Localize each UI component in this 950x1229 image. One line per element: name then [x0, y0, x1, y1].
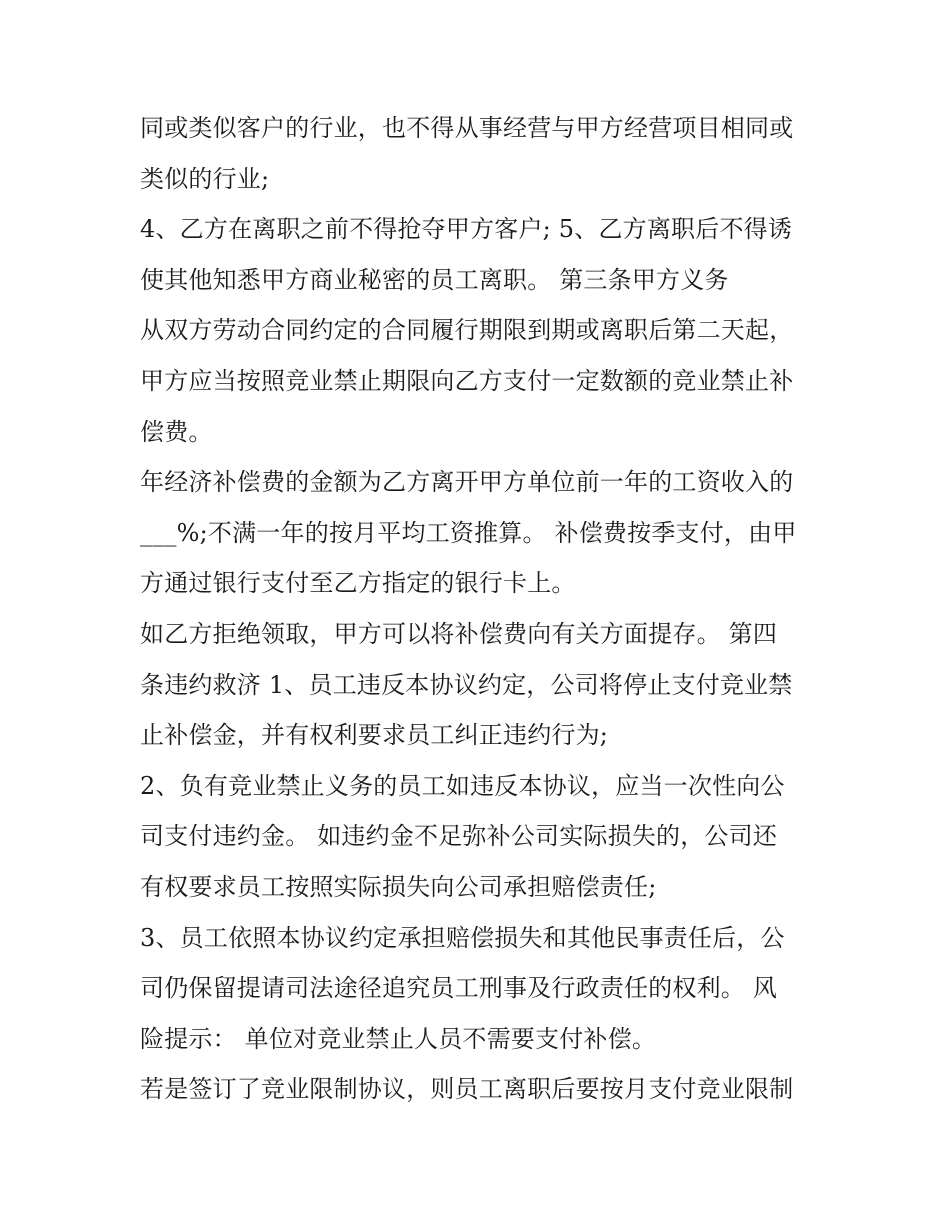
text-line: 险提示： 单位对竞业禁止人员不需要支付补偿。 [140, 1024, 657, 1053]
text-line: 司支付违约金。 如违约金不足弥补公司实际损失的，公司还 [140, 822, 778, 851]
text-line: 3、员工依照本协议约定承担赔偿损失和其他民事责任后，公 [140, 923, 785, 952]
text-line: 甲方应当按照竞业禁止期限向乙方支付一定数额的竞业禁止补 [140, 366, 794, 395]
text-line: 从双方劳动合同约定的合同履行期限到期或离职后第二天起， [140, 316, 794, 345]
text-line: 如乙方拒绝领取，甲方可以将补偿费向有关方面提存。 第四 [140, 619, 778, 648]
text-line: 类似的行业; [140, 164, 270, 193]
text-line: 若是签订了竞业限制协议，则员工离职后要按月支付竞业限制 [140, 1075, 794, 1104]
text-line: 使其他知悉甲方商业秘密的员工离职。 第三条甲方义务 [140, 265, 729, 294]
text-line: 2、负有竞业禁止义务的员工如违反本协议，应当一次性向公 [140, 771, 785, 800]
text-line: 条违约救济 1、员工违反本协议约定，公司将停止支付竞业禁 [140, 670, 793, 699]
text-line: 方通过银行支付至乙方指定的银行卡上。 [140, 569, 576, 598]
text-line: 止补偿金，并有权利要求员工纠正违约行为; [140, 721, 609, 750]
text-line: 司仍保留提请司法途径追究员工刑事及行政责任的权利。 风 [140, 974, 778, 1003]
document-body [140, 103, 820, 1115]
text-line: 偿费。 [140, 417, 213, 446]
text-line: 有权要求员工按照实际损失向公司承担赔偿责任; [140, 872, 657, 901]
text-line: ___%;不满一年的按月平均工资推算。 补偿费按季支付，由甲 [140, 518, 797, 547]
text-line: 4、乙方在离职之前不得抢夺甲方客户; 5、乙方离职后不得诱 [140, 215, 793, 244]
text-line: 年经济补偿费的金额为乙方离开甲方单位前一年的工资收入的 [140, 468, 794, 497]
text-line: 同或类似客户的行业，也不得从事经营与甲方经营项目相同或 [140, 114, 794, 142]
